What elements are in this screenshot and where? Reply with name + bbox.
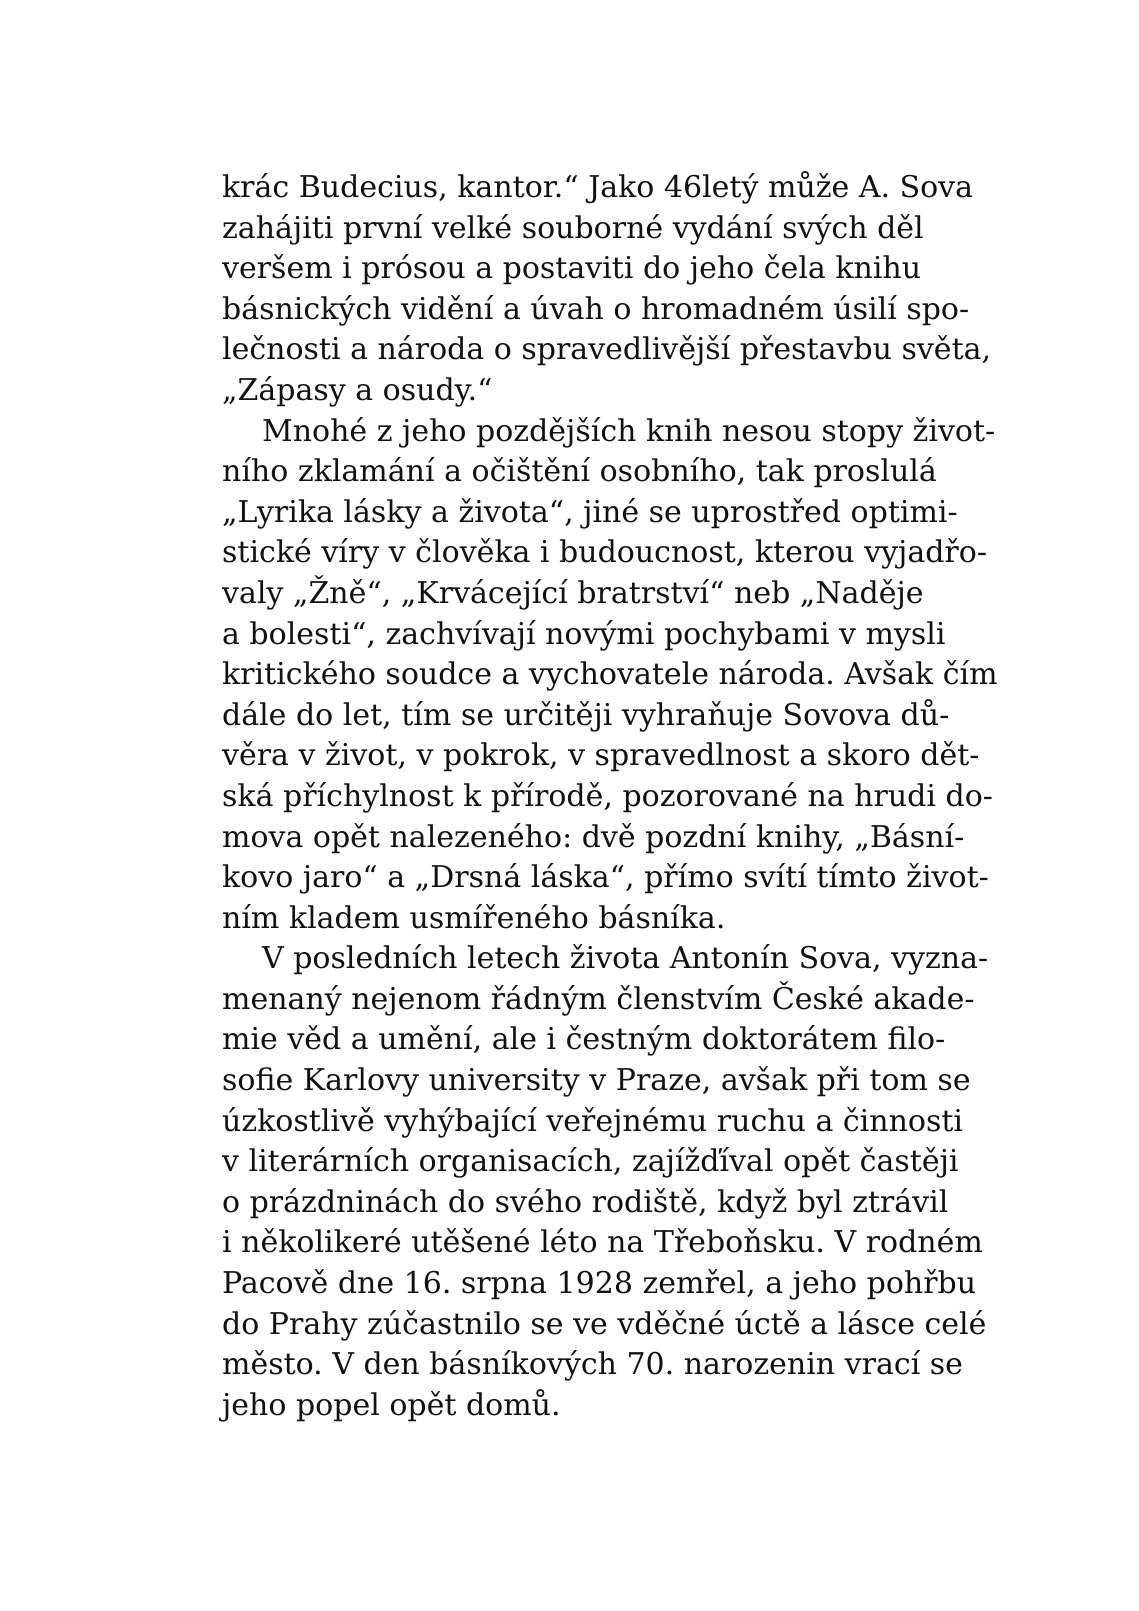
text-line: „Zápasy a osudy.“	[222, 372, 493, 408]
text-line: ská příchylnost k přírodě, pozorované na hrudi do-	[222, 778, 993, 814]
text-line: mie věd a umění, ale i čestným doktorátem filo-	[222, 1022, 946, 1058]
text-body	[222, 168, 998, 1426]
paragraph-1	[222, 168, 992, 412]
text-line: do Prahy zúčastnilo se ve vděčné úctě a lásce celé	[222, 1306, 987, 1342]
text-line: kritického soudce a vychovatele národa. Avšak čím	[222, 657, 998, 693]
text-line: kovo jaro“ a „Drsná láska“, přímo svítí tímto život-	[222, 860, 989, 896]
text-line: krác Budecius, kantor.“ Jako 46letý může A. Sova	[222, 170, 974, 205]
paragraph-3	[222, 939, 989, 1426]
text-line: menaný nejenom řádným členstvím České akade-	[222, 981, 975, 1017]
text-line: o prázdninách do svého rodiště, když byl ztrávil	[222, 1184, 949, 1220]
text-line: ním kladem usmířeného básníka.	[222, 900, 726, 936]
text-line: mova opět nalezeného: dvě pozdní knihy, „Básní-	[222, 819, 965, 855]
text-line: ního zklamání a očištění osobního, tak proslulá	[222, 454, 937, 490]
text-line: zahájiti první velké souborné vydání svých děl	[222, 210, 924, 246]
text-line: sofie Karlovy university v Praze, avšak při tom se	[222, 1063, 971, 1099]
text-line: V posledních letech života Antonín Sova, vyzna-	[262, 941, 989, 977]
text-line: Mnohé z jeho pozdějších knih nesou stopy život-	[262, 413, 996, 449]
text-line: stické víry v člověka i budoucnost, kterou vyjadřo-	[222, 535, 987, 571]
text-line: město. V den básníkových 70. narozenin vrací se	[222, 1347, 963, 1383]
text-line: Pacově dne 16. srpna 1928 zemřel, a jeho pohřbu	[222, 1266, 977, 1302]
text-line: úzkostlivě vyhýbající veřejnému ruchu a činnosti	[222, 1103, 964, 1139]
text-line: lečnosti a národa o spravedlivější přestavbu světa,	[222, 332, 992, 368]
paragraph-2	[222, 412, 998, 940]
text-line: a bolesti“, zachvívají novými pochybami v mysli	[222, 616, 946, 652]
text-line: dále do let, tím se určitěji vyhraňuje Sovova dů-	[222, 697, 950, 733]
text-line: veršem i prósou a postaviti do jeho čela knihu	[222, 251, 922, 287]
text-line: básnických vidění a úvah o hromadném úsilí spo-	[222, 291, 970, 327]
text-line: věra v život, v pokrok, v spravedlnost a skoro dět-	[222, 738, 980, 774]
text-line: v literárních organisacích, zajížďíval opět častěji	[222, 1144, 959, 1180]
text-line: jeho popel opět domů.	[222, 1387, 561, 1423]
text-line: valy „Žně“, „Krvácející bratrství“ neb „Naděje	[222, 575, 924, 611]
text-line: „Lyrika lásky a života“, jiné se uprostřed optimi-	[222, 494, 958, 530]
text-line: i několikeré utěšené léto na Třeboňsku. V rodném	[222, 1225, 983, 1261]
